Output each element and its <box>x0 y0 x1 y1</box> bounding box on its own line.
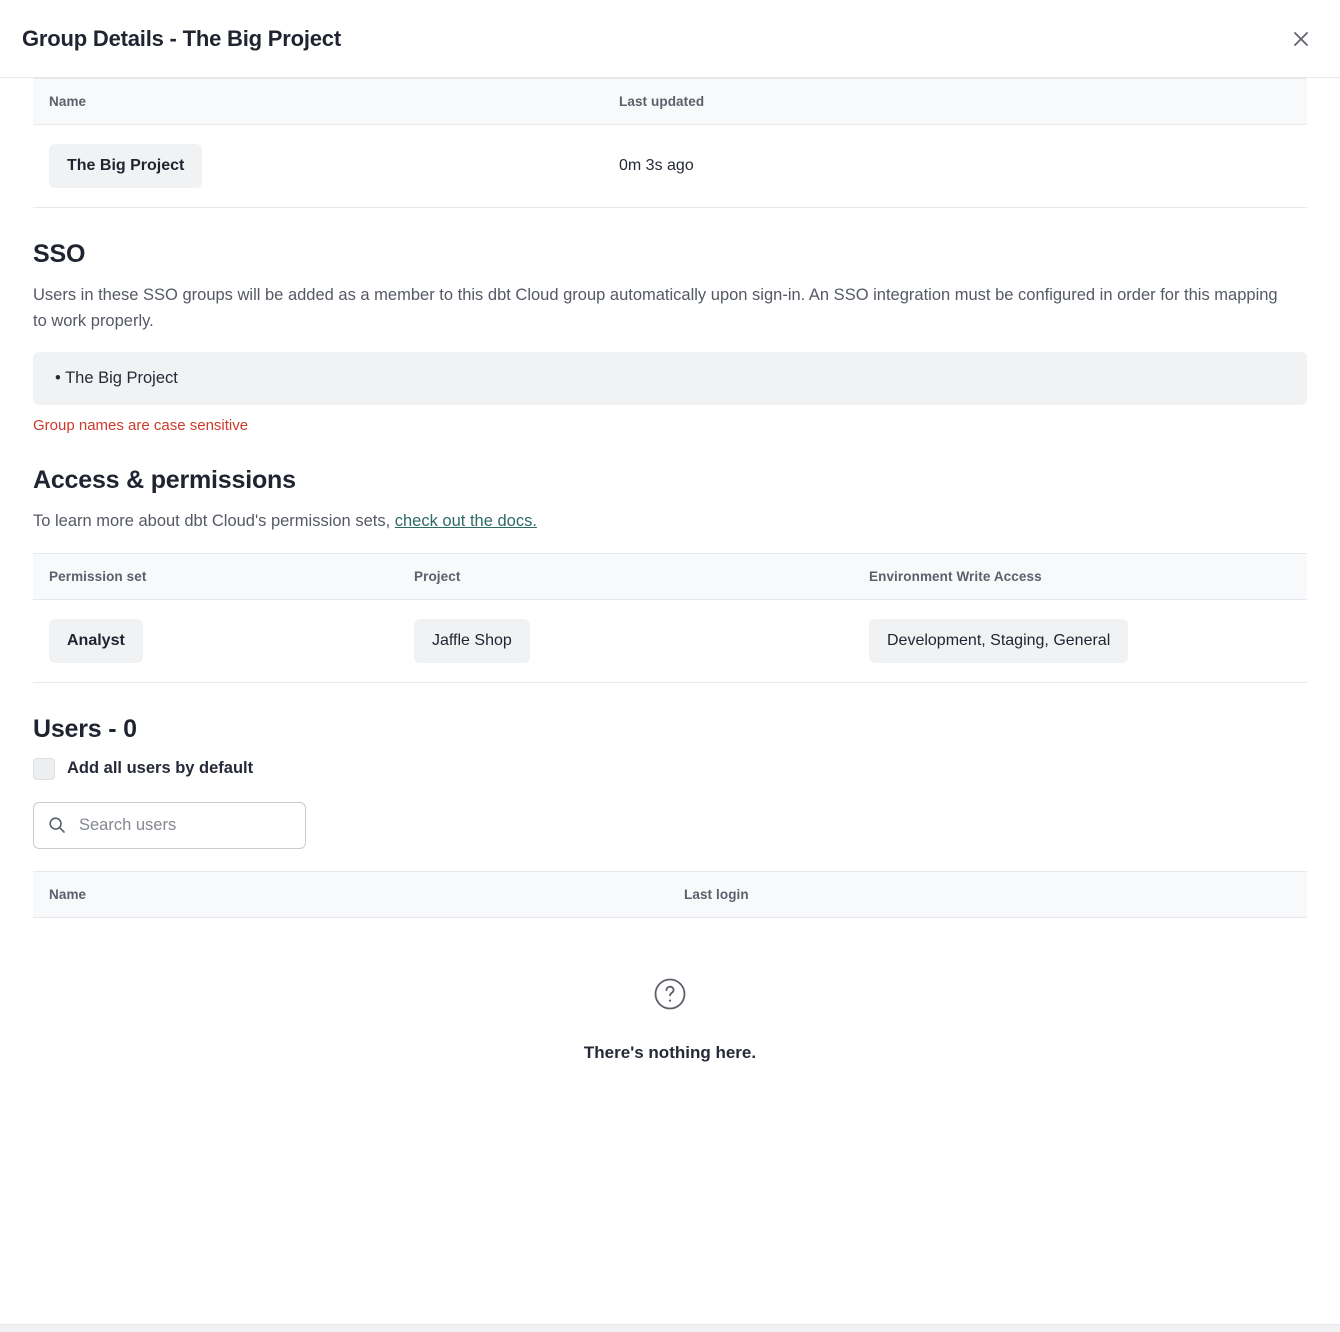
page-title: Group Details - The Big Project <box>22 25 341 51</box>
permissions-table <box>33 553 1307 683</box>
users-table <box>33 871 1307 918</box>
close-icon[interactable] <box>1284 22 1318 56</box>
add-all-users-label: Add all users by default <box>67 759 254 778</box>
table-row <box>33 599 1307 682</box>
access-section-title: Access & permissions <box>33 466 296 495</box>
search-input[interactable] <box>33 802 306 849</box>
modal-header <box>0 0 1340 78</box>
search-users-wrapper <box>33 802 306 849</box>
users-empty-state <box>33 918 1307 1063</box>
table-header-row <box>33 553 1307 599</box>
column-header-user-name: Name <box>33 871 668 917</box>
users-empty-text: There's nothing here. <box>583 1042 757 1062</box>
modal-body <box>0 78 1340 1063</box>
column-header-project: Project <box>398 553 853 599</box>
access-description <box>33 509 1295 535</box>
column-header-environment-write-access: Environment Write Access <box>853 553 1307 599</box>
add-all-users-checkbox[interactable] <box>33 758 55 780</box>
group-name-cell <box>33 125 603 208</box>
environment-write-access-cell <box>853 599 1307 682</box>
docs-link[interactable]: check out the docs. <box>394 512 537 531</box>
column-header-last-updated: Last updated <box>603 79 1307 125</box>
sso-group-list <box>33 352 1307 405</box>
group-last-updated-cell: 0m 3s ago <box>603 125 1307 208</box>
environment-write-access-pill: Development, Staging, General <box>869 619 1128 663</box>
sso-section-title: SSO <box>33 240 86 268</box>
modal-footer-bar <box>0 1324 1340 1332</box>
column-header-name: Name <box>33 79 603 125</box>
column-header-last-login: Last login <box>668 871 1307 917</box>
sso-group-item: • The Big Project <box>55 369 178 388</box>
add-all-users-row <box>33 758 1307 780</box>
permission-set-pill: Analyst <box>49 619 143 663</box>
question-circle-icon <box>33 972 1307 1021</box>
sso-description: Users in these SSO groups will be added as a member to this dbt Cloud group automatically upon sign-in. An SSO integration must be configured in order for this mapping to work properly. <box>33 286 1278 330</box>
group-name-pill: The Big Project <box>49 144 202 188</box>
column-header-permission-set: Permission set <box>33 553 398 599</box>
permission-set-cell <box>33 599 398 682</box>
table-header-row <box>33 79 1307 125</box>
project-cell <box>398 599 853 682</box>
access-description-text: To learn more about dbt Cloud's permission sets, <box>33 512 395 531</box>
group-summary-table <box>33 78 1307 208</box>
sso-case-sensitive-warning: Group names are case sensitive <box>33 417 249 435</box>
table-row <box>33 125 1307 208</box>
table-header-row <box>33 871 1307 917</box>
users-section-title: Users - 0 <box>33 714 137 743</box>
search-icon <box>48 816 66 834</box>
project-pill: Jaffle Shop <box>414 619 530 663</box>
